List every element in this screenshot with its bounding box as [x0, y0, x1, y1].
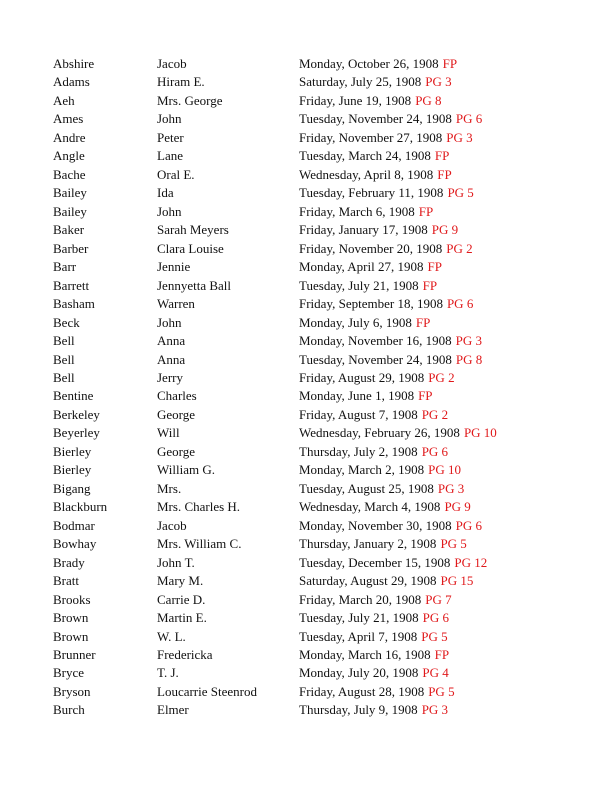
surname: Barr — [53, 259, 77, 275]
given-name: Martin E. — [157, 610, 207, 626]
given-name: Mrs. Charles H. — [157, 499, 241, 515]
publication-date: Thursday, January 2, 1908 — [299, 536, 437, 552]
publication-date: Tuesday, July 21, 1908 — [299, 610, 419, 626]
surname: Basham — [53, 296, 95, 312]
publication-date-cell — [299, 517, 482, 535]
publication-date-cell — [299, 461, 461, 479]
page-reference: PG 8 — [455, 351, 483, 367]
list-item — [53, 554, 573, 572]
given-name: Jennyetta Ball — [157, 277, 232, 293]
page-reference: PG 4 — [422, 665, 449, 681]
page-reference: FP — [418, 388, 433, 404]
publication-date-cell — [299, 424, 497, 442]
surname: Brown — [53, 628, 89, 644]
publication-date-cell — [299, 609, 449, 627]
publication-date-cell — [299, 110, 482, 128]
given-name: Loucarrie Steenrod — [157, 683, 257, 699]
publication-date: Friday, November 20, 1908 — [299, 240, 443, 256]
publication-date: Tuesday, December 15, 1908 — [299, 554, 451, 570]
list-item — [53, 591, 573, 609]
given-name: Oral E. — [157, 166, 195, 182]
list-item — [53, 461, 573, 479]
surname: Beyerley — [53, 425, 100, 441]
publication-date-cell — [299, 332, 482, 350]
page-reference: PG 10 — [428, 462, 462, 478]
page-reference: PG 15 — [440, 573, 474, 589]
list-item — [53, 480, 573, 498]
list-item — [53, 203, 573, 221]
page-reference: PG 5 — [428, 683, 455, 699]
list-item — [53, 295, 573, 313]
given-name: Jacob — [157, 56, 187, 71]
publication-date-cell — [299, 147, 449, 165]
surname: Bryson — [53, 683, 91, 699]
surname: Barber — [53, 240, 89, 256]
publication-date: Friday, March 6, 1908 — [299, 203, 415, 219]
publication-date: Monday, November 30, 1908 — [299, 517, 452, 533]
given-name: George — [157, 406, 196, 422]
publication-date-cell — [299, 351, 482, 369]
surname: Blackburn — [53, 499, 108, 515]
list-item — [53, 258, 573, 276]
list-item — [53, 646, 573, 664]
publication-date-cell — [299, 92, 442, 110]
page-reference: PG 3 — [421, 702, 449, 718]
publication-date: Tuesday, November 24, 1908 — [299, 111, 452, 127]
list-item — [53, 443, 573, 461]
surname: Bierley — [53, 462, 92, 478]
publication-date-cell — [299, 628, 448, 646]
publication-date: Monday, July 20, 1908 — [299, 665, 419, 681]
list-item — [53, 572, 573, 590]
publication-date-cell — [299, 572, 473, 590]
publication-date-cell — [299, 55, 457, 73]
publication-date: Wednesday, March 4, 1908 — [299, 499, 441, 515]
list-item — [53, 701, 573, 719]
page-reference: FP — [437, 166, 452, 182]
given-name: John — [157, 111, 182, 127]
page-reference: PG 10 — [463, 425, 497, 441]
given-name: Mrs. — [157, 480, 182, 496]
page-reference: PG 6 — [455, 517, 482, 533]
publication-date: Saturday, July 25, 1908 — [299, 74, 422, 90]
surname: Beck — [53, 314, 80, 330]
publication-date: Friday, August 28, 1908 — [299, 683, 425, 699]
page-reference: PG 3 — [425, 74, 452, 90]
page-reference: PG 8 — [415, 92, 442, 108]
list-item — [53, 683, 573, 701]
publication-date-cell — [299, 221, 458, 239]
surname: Bell — [53, 369, 75, 385]
given-name: T. J. — [157, 665, 179, 681]
publication-date: Monday, April 27, 1908 — [299, 259, 424, 275]
page-reference: PG 3 — [455, 333, 482, 349]
publication-date: Tuesday, November 24, 1908 — [299, 351, 452, 367]
publication-date-cell — [299, 277, 437, 295]
surname: Bell — [53, 333, 75, 349]
surname: Barrett — [53, 277, 90, 293]
publication-date-cell — [299, 314, 430, 332]
publication-date-cell — [299, 646, 449, 664]
publication-date: Monday, March 16, 1908 — [299, 647, 431, 662]
surname: Bache — [53, 166, 86, 182]
publication-date: Monday, June 1, 1908 — [299, 388, 415, 404]
list-item — [53, 277, 573, 295]
publication-date-cell — [299, 480, 464, 498]
given-name: Jerry — [157, 369, 183, 385]
given-name: John — [157, 314, 182, 330]
list-item — [53, 221, 573, 239]
page-reference: PG 6 — [455, 111, 483, 127]
publication-date: Friday, June 19, 1908 — [299, 92, 412, 108]
publication-date: Friday, March 20, 1908 — [299, 591, 422, 607]
given-name: Fredericka — [157, 647, 213, 662]
list-item — [53, 406, 573, 424]
publication-date: Wednesday, April 8, 1908 — [299, 166, 434, 182]
surname: Bodmar — [53, 517, 95, 533]
list-item — [53, 664, 573, 682]
surname: Andre — [53, 129, 86, 145]
list-item — [53, 369, 573, 387]
publication-date-cell — [299, 73, 452, 91]
page-reference: PG 6 — [446, 296, 474, 312]
publication-date-cell — [299, 240, 473, 258]
surname: Aeh — [53, 92, 75, 108]
page-reference: PG 9 — [431, 222, 459, 238]
given-name: Mary M. — [157, 573, 204, 589]
publication-date: Thursday, July 2, 1908 — [299, 443, 418, 459]
publication-date: Friday, January 17, 1908 — [299, 222, 428, 238]
publication-date-cell — [299, 591, 452, 609]
page-reference: FP — [442, 56, 458, 71]
publication-date: Tuesday, April 7, 1908 — [299, 628, 418, 644]
list-item — [53, 147, 573, 165]
publication-date: Tuesday, March 24, 1908 — [299, 148, 431, 164]
page-reference: PG 3 — [446, 129, 473, 145]
surname: Bentine — [53, 388, 94, 404]
list-item — [53, 517, 573, 535]
list-item — [53, 498, 573, 516]
surname: Berkeley — [53, 406, 100, 422]
surname: Brady — [53, 554, 85, 570]
publication-date-cell — [299, 664, 449, 682]
given-name: Mrs. George — [157, 92, 223, 108]
publication-date-cell — [299, 166, 452, 184]
surname: Brooks — [53, 591, 91, 607]
list-item — [53, 424, 573, 442]
publication-date-cell — [299, 406, 448, 424]
given-name: Peter — [157, 129, 184, 145]
given-name: Jennie — [157, 259, 191, 275]
given-name: John T. — [157, 554, 195, 570]
page-reference: PG 2 — [446, 240, 473, 256]
page-reference: PG 12 — [454, 554, 488, 570]
surname: Bryce — [53, 665, 85, 681]
publication-date-cell — [299, 683, 455, 701]
publication-date: Wednesday, February 26, 1908 — [299, 425, 460, 441]
publication-date: Friday, August 7, 1908 — [299, 406, 418, 422]
given-name: Clara Louise — [157, 240, 224, 256]
publication-date-cell — [299, 443, 448, 461]
publication-date-cell — [299, 369, 455, 387]
page-reference: FP — [415, 314, 431, 330]
obituary-index-list — [53, 55, 573, 720]
surname: Bailey — [53, 203, 87, 219]
page-reference: FP — [427, 259, 442, 275]
page-reference: PG 5 — [421, 628, 448, 644]
publication-date-cell — [299, 129, 473, 147]
list-item — [53, 184, 573, 202]
page-reference: PG 6 — [421, 443, 449, 459]
publication-date: Saturday, August 29, 1908 — [299, 573, 437, 589]
given-name: Hiram E. — [157, 74, 205, 90]
given-name: Elmer — [157, 702, 189, 718]
given-name: Anna — [157, 351, 186, 367]
publication-date-cell — [299, 535, 467, 553]
publication-date: Tuesday, February 11, 1908 — [299, 185, 444, 201]
publication-date: Friday, August 29, 1908 — [299, 369, 425, 385]
surname: Bigang — [53, 480, 91, 496]
publication-date-cell — [299, 387, 433, 405]
given-name: Carrie D. — [157, 591, 206, 607]
list-item — [53, 73, 573, 91]
list-item — [53, 110, 573, 128]
given-name: Charles — [157, 388, 197, 404]
publication-date: Monday, July 6, 1908 — [299, 314, 412, 330]
publication-date-cell — [299, 203, 433, 221]
given-name: Sarah Meyers — [157, 222, 229, 238]
given-name: Ida — [157, 185, 174, 201]
page-reference: PG 9 — [444, 499, 471, 515]
publication-date: Monday, October 26, 1908 — [299, 56, 439, 71]
surname: Baker — [53, 222, 85, 238]
surname: Bowhay — [53, 536, 97, 552]
surname: Brunner — [53, 647, 96, 662]
list-item — [53, 387, 573, 405]
page-reference: PG 3 — [437, 480, 465, 496]
list-item — [53, 535, 573, 553]
list-item — [53, 628, 573, 646]
page-reference: PG 6 — [422, 610, 450, 626]
given-name: Lane — [157, 148, 183, 164]
surname: Angle — [53, 148, 85, 164]
given-name: W. L. — [157, 628, 186, 644]
publication-date-cell — [299, 295, 473, 313]
given-name: Warren — [157, 296, 195, 312]
surname: Bell — [53, 351, 75, 367]
list-item — [53, 332, 573, 350]
surname: Ames — [53, 111, 84, 127]
list-item — [53, 55, 573, 73]
page-reference: PG 2 — [421, 406, 449, 422]
page-reference: PG 5 — [440, 536, 467, 552]
publication-date: Monday, March 2, 1908 — [299, 462, 425, 478]
surname: Abshire — [53, 56, 95, 71]
publication-date: Tuesday, August 25, 1908 — [299, 480, 434, 496]
list-item — [53, 129, 573, 147]
page-reference: PG 2 — [428, 369, 455, 385]
surname: Burch — [53, 702, 85, 718]
list-item — [53, 240, 573, 258]
list-item — [53, 351, 573, 369]
given-name: Anna — [157, 333, 186, 349]
publication-date-cell — [299, 701, 448, 719]
publication-date: Thursday, July 9, 1908 — [299, 702, 418, 718]
list-item — [53, 314, 573, 332]
surname: Bratt — [53, 573, 79, 589]
publication-date: Monday, November 16, 1908 — [299, 333, 452, 349]
page-reference: PG 5 — [447, 185, 474, 201]
publication-date-cell — [299, 554, 487, 572]
page-reference: FP — [418, 203, 434, 219]
page-reference: PG 7 — [425, 591, 452, 607]
publication-date: Tuesday, July 21, 1908 — [299, 277, 419, 293]
publication-date: Friday, September 18, 1908 — [299, 296, 443, 312]
given-name: John — [157, 203, 182, 219]
publication-date-cell — [299, 498, 471, 516]
page-reference: FP — [434, 148, 450, 164]
surname: Adams — [53, 74, 90, 90]
surname: Bierley — [53, 443, 92, 459]
surname: Brown — [53, 610, 89, 626]
surname: Bailey — [53, 185, 87, 201]
page-reference: FP — [434, 647, 450, 662]
given-name: William G. — [157, 462, 215, 478]
page-reference: FP — [422, 277, 438, 293]
list-item — [53, 166, 573, 184]
list-item — [53, 92, 573, 110]
given-name: George — [157, 443, 196, 459]
given-name: Mrs. William C. — [157, 536, 242, 552]
publication-date: Friday, November 27, 1908 — [299, 129, 443, 145]
publication-date-cell — [299, 258, 442, 276]
list-item — [53, 609, 573, 627]
given-name: Jacob — [157, 517, 187, 533]
publication-date-cell — [299, 184, 474, 202]
given-name: Will — [157, 425, 180, 441]
